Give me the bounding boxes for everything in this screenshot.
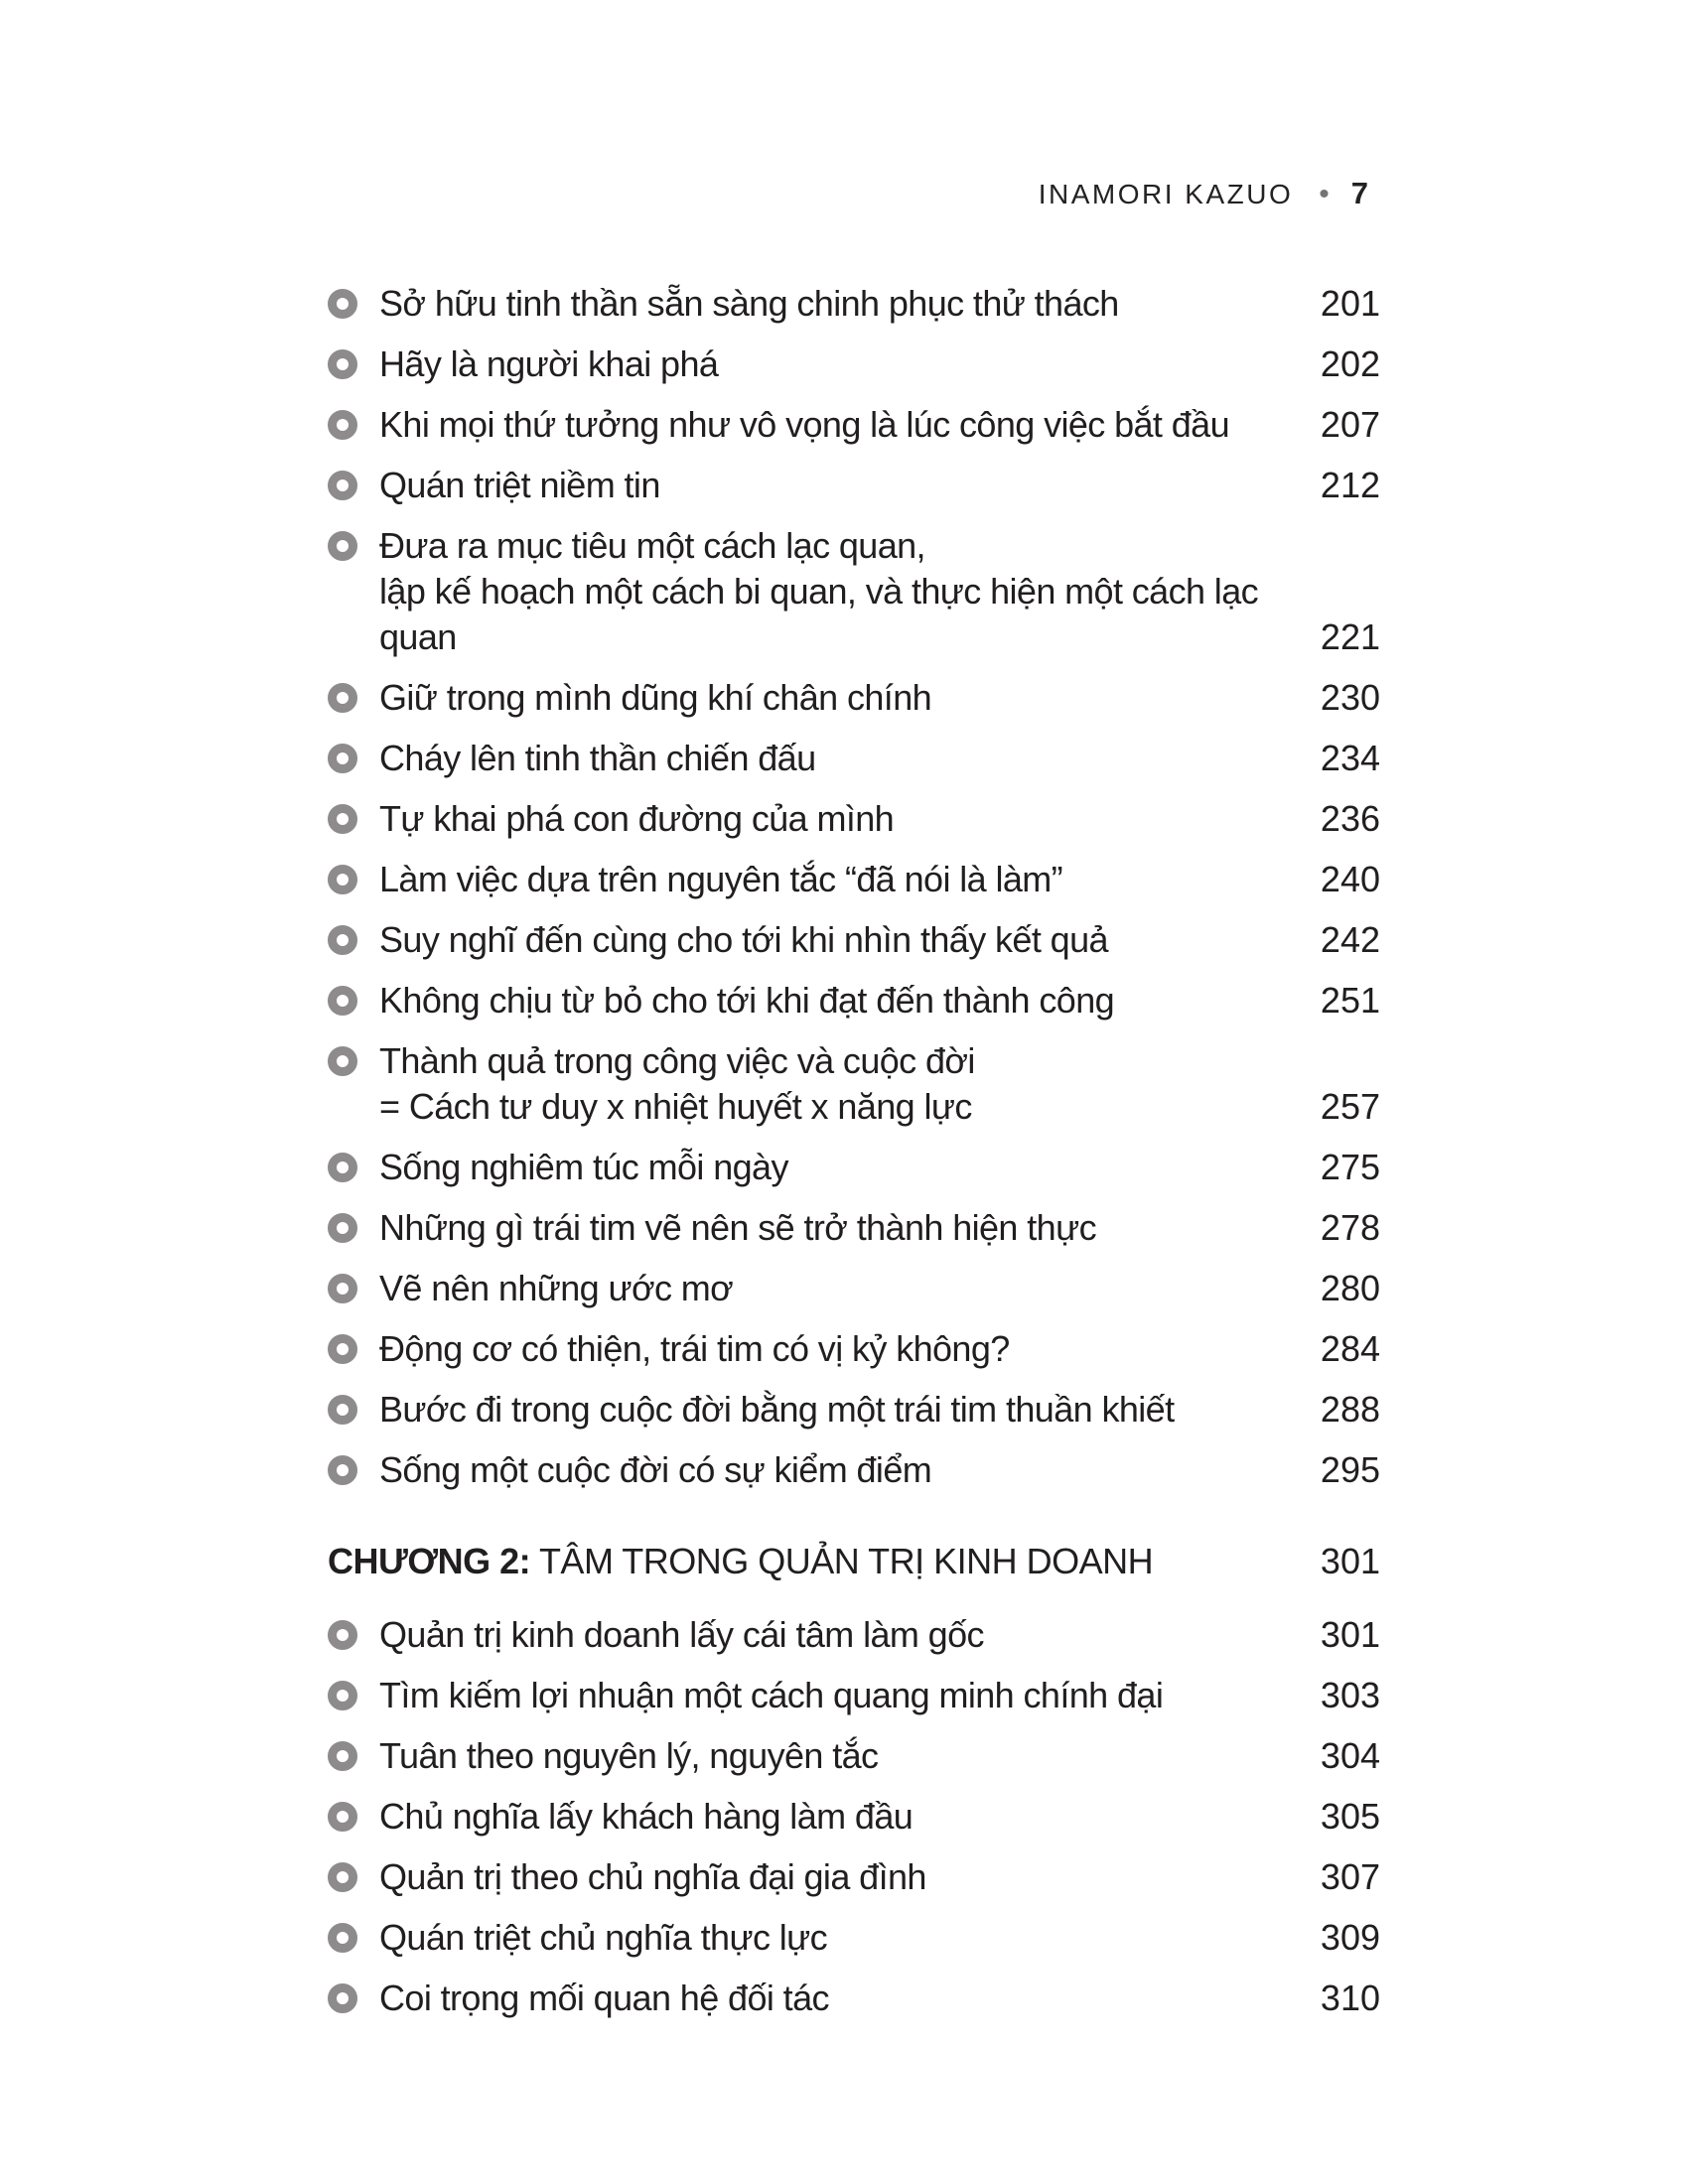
- bullet-icon: [328, 1213, 357, 1243]
- toc-page-number: 288: [1320, 1389, 1380, 1430]
- bullet-icon: [328, 744, 357, 773]
- toc-entry-title: Quản trị theo chủ nghĩa đại gia đình: [379, 1856, 926, 1897]
- toc-page-number: 202: [1320, 343, 1380, 384]
- bullet-icon: [328, 865, 357, 894]
- toc-page-number: 221: [1320, 616, 1380, 657]
- bullet-icon: [328, 1923, 357, 1953]
- toc-page-number: 304: [1320, 1735, 1380, 1776]
- toc-item: [328, 281, 1380, 327]
- toc-page-number: 309: [1320, 1917, 1380, 1958]
- bullet-icon: [328, 1153, 357, 1182]
- book-author: INAMORI KAZUO: [1038, 179, 1294, 209]
- bullet-icon: [328, 289, 357, 319]
- toc-entry-title: Tự khai phá con đường của mình: [379, 798, 895, 839]
- toc-entry-title: Cháy lên tinh thần chiến đấu: [379, 738, 816, 778]
- toc-item: [328, 978, 1380, 1024]
- toc-page-number: 251: [1320, 980, 1380, 1021]
- toc-item: [328, 857, 1380, 902]
- toc-entry-title: Quán triệt chủ nghĩa thực lực: [379, 1917, 828, 1958]
- bullet-icon: [328, 1681, 357, 1710]
- toc-item: [328, 1733, 1380, 1779]
- toc-entry-title: Làm việc dựa trên nguyên tắc “đã nói là làm”: [379, 859, 1063, 899]
- toc-entry-title: Sở hữu tinh thần sẵn sàng chinh phục thử thách: [379, 283, 1119, 324]
- bullet-icon: [328, 1741, 357, 1771]
- toc-page-number: 301: [1320, 1614, 1380, 1655]
- toc-entry-title: Coi trọng mối quan hệ đối tác: [379, 1978, 829, 2018]
- header-page-number: 7: [1350, 176, 1368, 210]
- bullet-icon: [328, 1983, 357, 2013]
- toc-entry-title: Những gì trái tim vẽ nên sẽ trở thành hiện thực: [379, 1207, 1096, 1248]
- toc-entry-title: Vẽ nên những ước mơ: [379, 1268, 734, 1308]
- toc-page-number: 278: [1320, 1207, 1380, 1248]
- toc-page-number: 295: [1320, 1449, 1380, 1490]
- toc-item: [328, 796, 1380, 842]
- toc-item: [328, 1673, 1380, 1718]
- toc-entry-title: Tìm kiếm lợi nhuận một cách quang minh chính đại: [379, 1675, 1164, 1715]
- toc-entry-title: Hãy là người khai phá: [379, 343, 719, 384]
- toc-item: [328, 917, 1380, 963]
- toc-page-number: 310: [1320, 1978, 1380, 2018]
- bullet-icon: [328, 531, 357, 561]
- toc-entry-title: Sống một cuộc đời có sự kiểm điểm: [379, 1449, 932, 1490]
- toc-page-number: 207: [1320, 404, 1380, 445]
- toc-entry-title: Tuân theo nguyên lý, nguyên tắc: [379, 1735, 879, 1776]
- toc-item: [328, 736, 1380, 781]
- toc-item: [328, 1387, 1380, 1433]
- toc-item: [328, 1038, 1380, 1130]
- table-of-contents: [328, 281, 1380, 2036]
- toc-page-number: 307: [1320, 1856, 1380, 1897]
- bullet-icon: [328, 1620, 357, 1650]
- bullet-icon: [328, 1046, 357, 1076]
- toc-item: [328, 523, 1380, 660]
- chapter-page-number: 301: [1320, 1541, 1380, 1581]
- toc-page-number: 305: [1320, 1796, 1380, 1837]
- chapter-title: TÂM TRONG QUẢN TRỊ KINH DOANH: [530, 1541, 1154, 1581]
- toc-entry-title: Bước đi trong cuộc đời bằng một trái tim thuần khiết: [379, 1389, 1175, 1430]
- header-separator-dot: •: [1319, 178, 1330, 210]
- bullet-icon: [328, 1395, 357, 1425]
- toc-item: [328, 675, 1380, 721]
- bullet-icon: [328, 683, 357, 713]
- bullet-icon: [328, 1274, 357, 1303]
- chapter-label: CHƯƠNG 2:: [328, 1541, 531, 1581]
- toc-page-number: 234: [1320, 738, 1380, 778]
- toc-page-number: 201: [1320, 283, 1380, 324]
- chapter-heading: [328, 1539, 1321, 1584]
- toc-item: [328, 1976, 1380, 2021]
- toc-item: [328, 1266, 1380, 1311]
- toc-entry-title: Giữ trong mình dũng khí chân chính: [379, 677, 932, 718]
- toc-page-number: 236: [1320, 798, 1380, 839]
- toc-page-number: 303: [1320, 1675, 1380, 1715]
- running-header: [0, 177, 1368, 211]
- toc-entry-title: Suy nghĩ đến cùng cho tới khi nhìn thấy kết quả: [379, 919, 1108, 960]
- toc-page-number: 280: [1320, 1268, 1380, 1308]
- toc-item: [328, 341, 1380, 387]
- toc-entry-title: Quản trị kinh doanh lấy cái tâm làm gốc: [379, 1614, 984, 1655]
- toc-item: [328, 1447, 1380, 1493]
- toc-entry-title: Thành quả trong công việc và cuộc đời = Cách tư duy x nhiệt huyết x năng lực: [379, 1040, 975, 1127]
- toc-item: [328, 463, 1380, 508]
- toc-page-number: 242: [1320, 919, 1380, 960]
- toc-entry-title: Quán triệt niềm tin: [379, 465, 660, 505]
- bullet-icon: [328, 1802, 357, 1832]
- toc-item: [328, 1915, 1380, 1961]
- toc-item: [328, 1145, 1380, 1190]
- bullet-icon: [328, 471, 357, 500]
- toc-entry-title: Đưa ra mục tiêu một cách lạc quan, lập kế hoạch một cách bi quan, và thực hiện một cách lạc quan: [379, 525, 1259, 657]
- toc-page-number: 230: [1320, 677, 1380, 718]
- bullet-icon: [328, 410, 357, 440]
- toc-item: [328, 1326, 1380, 1372]
- bullet-icon: [328, 804, 357, 834]
- toc-item: [328, 1794, 1380, 1840]
- toc-item: [328, 402, 1380, 448]
- toc-entry-title: Không chịu từ bỏ cho tới khi đạt đến thành công: [379, 980, 1115, 1021]
- toc-item: [328, 1205, 1380, 1251]
- bullet-icon: [328, 986, 357, 1016]
- toc-item: [328, 1854, 1380, 1900]
- toc-page-number: 212: [1320, 465, 1380, 505]
- bullet-icon: [328, 925, 357, 955]
- toc-page-number: 275: [1320, 1147, 1380, 1187]
- toc-entry-title: Động cơ có thiện, trái tim có vị kỷ không?: [379, 1328, 1010, 1369]
- toc-item: [328, 1612, 1380, 1658]
- bullet-icon: [328, 1334, 357, 1364]
- toc-entry-title: Sống nghiêm túc mỗi ngày: [379, 1147, 788, 1187]
- bullet-icon: [328, 1862, 357, 1892]
- toc-entry-title: Khi mọi thứ tưởng như vô vọng là lúc công việc bắt đầu: [379, 404, 1229, 445]
- bullet-icon: [328, 1455, 357, 1485]
- toc-section-chapter2: [328, 1612, 1380, 2021]
- toc-section-chapter1: [328, 281, 1380, 1493]
- toc-page-number: 257: [1320, 1086, 1380, 1127]
- toc-page-number: 240: [1320, 859, 1380, 899]
- toc-page-number: 284: [1320, 1328, 1380, 1369]
- bullet-icon: [328, 349, 357, 379]
- toc-entry-title: Chủ nghĩa lấy khách hàng làm đầu: [379, 1796, 914, 1837]
- chapter-heading-row: [328, 1539, 1380, 1584]
